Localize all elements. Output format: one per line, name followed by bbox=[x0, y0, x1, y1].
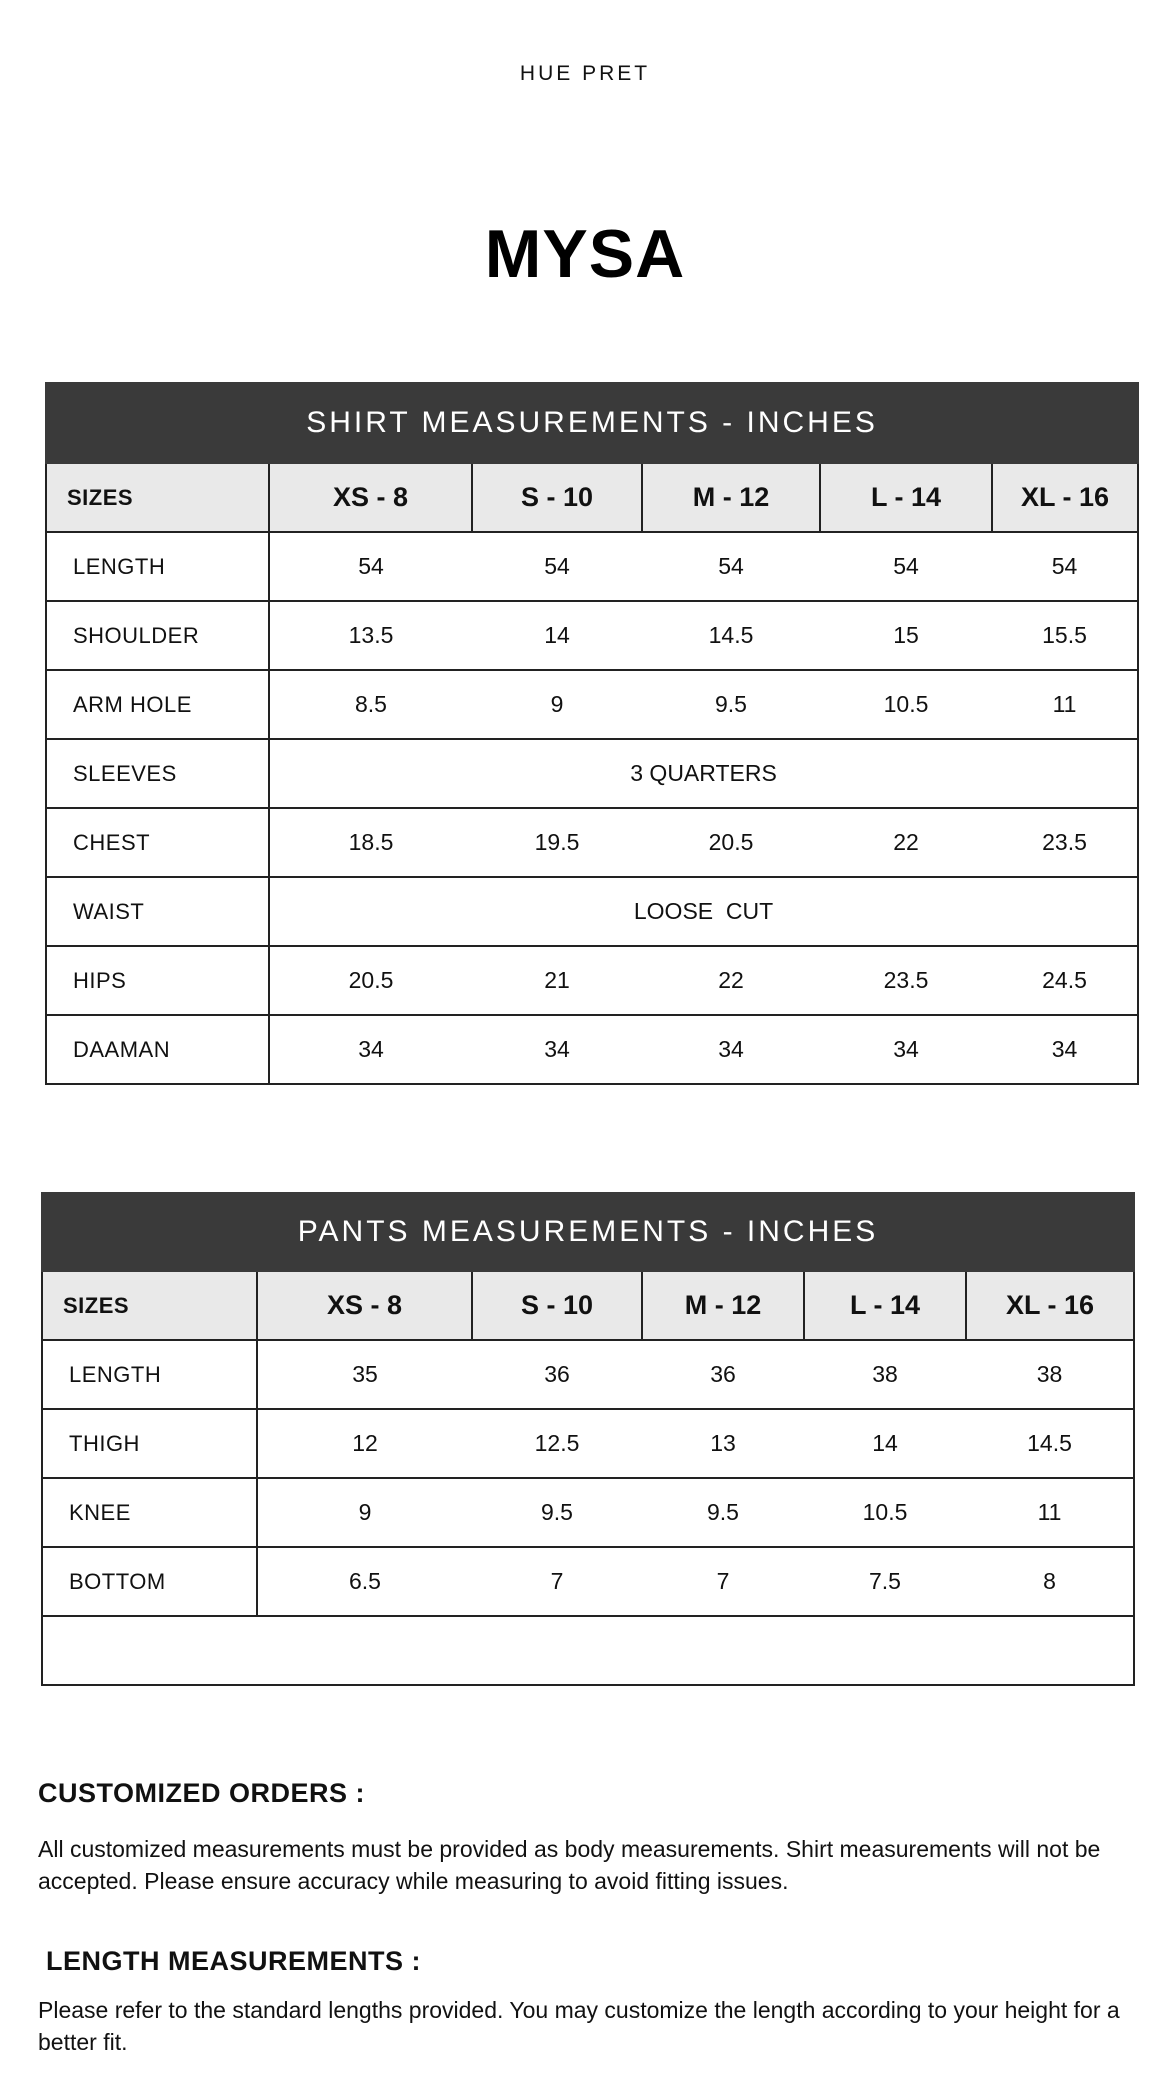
brand-name: HUE PRET bbox=[519, 62, 651, 85]
length-measurements-text: Please refer to the standard lengths provided. You may customize the length according to your height for a better fit. bbox=[38, 1997, 1120, 2055]
shirt-table-heading: SHIRT MEASUREMENTS - INCHES bbox=[46, 383, 1138, 463]
measurement-cell: 34 bbox=[269, 1015, 472, 1084]
measurement-cell: 54 bbox=[992, 532, 1138, 601]
measurement-cell: 11 bbox=[992, 670, 1138, 739]
size-header: L - 14 bbox=[804, 1271, 966, 1340]
pants-table-heading: PANTS MEASUREMENTS - INCHES bbox=[42, 1193, 1134, 1271]
shirt-table-header bbox=[46, 383, 1138, 463]
product-title: MYSA bbox=[484, 216, 686, 292]
size-header: XL - 16 bbox=[966, 1271, 1134, 1340]
measurement-cell: 21 bbox=[472, 946, 642, 1015]
measurement-cell: 12 bbox=[257, 1409, 472, 1478]
measurement-cell: 9.5 bbox=[642, 1478, 804, 1547]
row-label: WAIST bbox=[46, 877, 269, 946]
measurement-cell: 24.5 bbox=[992, 946, 1138, 1015]
measurement-cell: 22 bbox=[642, 946, 820, 1015]
table-row bbox=[46, 1015, 1138, 1084]
measurement-cell: 23.5 bbox=[820, 946, 992, 1015]
measurement-cell: 8 bbox=[966, 1547, 1134, 1616]
table-row bbox=[46, 946, 1138, 1015]
measurement-cell: 34 bbox=[820, 1015, 992, 1084]
pants-sizes-row bbox=[42, 1271, 1134, 1340]
measurement-cell: 14 bbox=[472, 601, 642, 670]
measurement-cell: 12.5 bbox=[472, 1409, 642, 1478]
row-label: DAAMAN bbox=[46, 1015, 269, 1084]
customized-orders-section bbox=[38, 1778, 1128, 1809]
pants-measurements-table bbox=[41, 1192, 1135, 1686]
length-measurements-body bbox=[38, 1994, 1128, 2058]
size-header: M - 12 bbox=[642, 1271, 804, 1340]
measurement-cell: 20.5 bbox=[642, 808, 820, 877]
measurement-cell: 54 bbox=[820, 532, 992, 601]
row-label: LENGTH bbox=[46, 532, 269, 601]
measurement-cell: 22 bbox=[820, 808, 992, 877]
table-row bbox=[42, 1547, 1134, 1616]
row-label: SLEEVES bbox=[46, 739, 269, 808]
measurement-cell: 9 bbox=[472, 670, 642, 739]
pants-table-header bbox=[42, 1193, 1134, 1271]
measurement-cell: 54 bbox=[642, 532, 820, 601]
table-row bbox=[46, 532, 1138, 601]
measurement-cell: 15 bbox=[820, 601, 992, 670]
measurement-cell: 7 bbox=[472, 1547, 642, 1616]
table-row bbox=[42, 1340, 1134, 1409]
measurement-cell: 9.5 bbox=[642, 670, 820, 739]
size-header: XL - 16 bbox=[992, 463, 1138, 532]
row-label: BOTTOM bbox=[42, 1547, 257, 1616]
size-header: M - 12 bbox=[642, 463, 820, 532]
measurement-cell: 9 bbox=[257, 1478, 472, 1547]
measurement-cell: 20.5 bbox=[269, 946, 472, 1015]
row-label: ARM HOLE bbox=[46, 670, 269, 739]
measurement-cell: 7 bbox=[642, 1547, 804, 1616]
measurement-cell: 23.5 bbox=[992, 808, 1138, 877]
measurement-cell: 9.5 bbox=[472, 1478, 642, 1547]
spanning-cell: LOOSE CUT bbox=[269, 877, 1138, 946]
row-label: HIPS bbox=[46, 946, 269, 1015]
sizes-label: SIZES bbox=[42, 1271, 257, 1340]
measurement-cell: 38 bbox=[966, 1340, 1134, 1409]
row-label: SHOULDER bbox=[46, 601, 269, 670]
measurement-cell: 13 bbox=[642, 1409, 804, 1478]
measurement-cell: 10.5 bbox=[804, 1478, 966, 1547]
measurement-cell: 54 bbox=[472, 532, 642, 601]
row-label: KNEE bbox=[42, 1478, 257, 1547]
row-label: CHEST bbox=[46, 808, 269, 877]
empty-row bbox=[42, 1616, 1134, 1685]
empty-cell bbox=[42, 1616, 1134, 1685]
customized-orders-heading: CUSTOMIZED ORDERS : bbox=[38, 1778, 366, 1808]
sizes-label: SIZES bbox=[46, 463, 269, 532]
measurement-cell: 34 bbox=[992, 1015, 1138, 1084]
length-measurements-section bbox=[46, 1946, 1136, 1977]
size-header: S - 10 bbox=[472, 463, 642, 532]
measurement-cell: 35 bbox=[257, 1340, 472, 1409]
measurement-cell: 14 bbox=[804, 1409, 966, 1478]
measurement-cell: 14.5 bbox=[966, 1409, 1134, 1478]
measurement-cell: 36 bbox=[472, 1340, 642, 1409]
measurement-cell: 13.5 bbox=[269, 601, 472, 670]
measurement-cell: 19.5 bbox=[472, 808, 642, 877]
table-row bbox=[46, 601, 1138, 670]
row-label: LENGTH bbox=[42, 1340, 257, 1409]
measurement-cell: 11 bbox=[966, 1478, 1134, 1547]
shirt-measurements-table bbox=[45, 382, 1139, 1085]
measurement-cell: 34 bbox=[642, 1015, 820, 1084]
measurement-cell: 8.5 bbox=[269, 670, 472, 739]
measurement-cell: 7.5 bbox=[804, 1547, 966, 1616]
table-row bbox=[42, 1478, 1134, 1547]
measurement-cell: 38 bbox=[804, 1340, 966, 1409]
length-measurements-heading: LENGTH MEASUREMENTS : bbox=[46, 1946, 421, 1976]
measurement-cell: 10.5 bbox=[820, 670, 992, 739]
measurement-cell: 14.5 bbox=[642, 601, 820, 670]
size-header: S - 10 bbox=[472, 1271, 642, 1340]
table-row bbox=[46, 670, 1138, 739]
measurement-cell: 54 bbox=[269, 532, 472, 601]
spanning-cell: 3 QUARTERS bbox=[269, 739, 1138, 808]
shirt-sizes-row bbox=[46, 463, 1138, 532]
customized-orders-text: All customized measurements must be provided as body measurements. Shirt measurements will not be accepted. Please ensure accuracy while measuring to avoid fitting issues. bbox=[38, 1836, 1101, 1894]
table-row bbox=[42, 1409, 1134, 1478]
measurement-cell: 18.5 bbox=[269, 808, 472, 877]
size-header: XS - 8 bbox=[257, 1271, 472, 1340]
measurement-cell: 36 bbox=[642, 1340, 804, 1409]
measurement-cell: 34 bbox=[472, 1015, 642, 1084]
table-row bbox=[46, 739, 1138, 808]
measurement-cell: 15.5 bbox=[992, 601, 1138, 670]
table-row bbox=[46, 877, 1138, 946]
table-row bbox=[46, 808, 1138, 877]
row-label: THIGH bbox=[42, 1409, 257, 1478]
size-header: L - 14 bbox=[820, 463, 992, 532]
customized-orders-body bbox=[38, 1833, 1128, 1897]
measurement-cell: 6.5 bbox=[257, 1547, 472, 1616]
size-header: XS - 8 bbox=[269, 463, 472, 532]
